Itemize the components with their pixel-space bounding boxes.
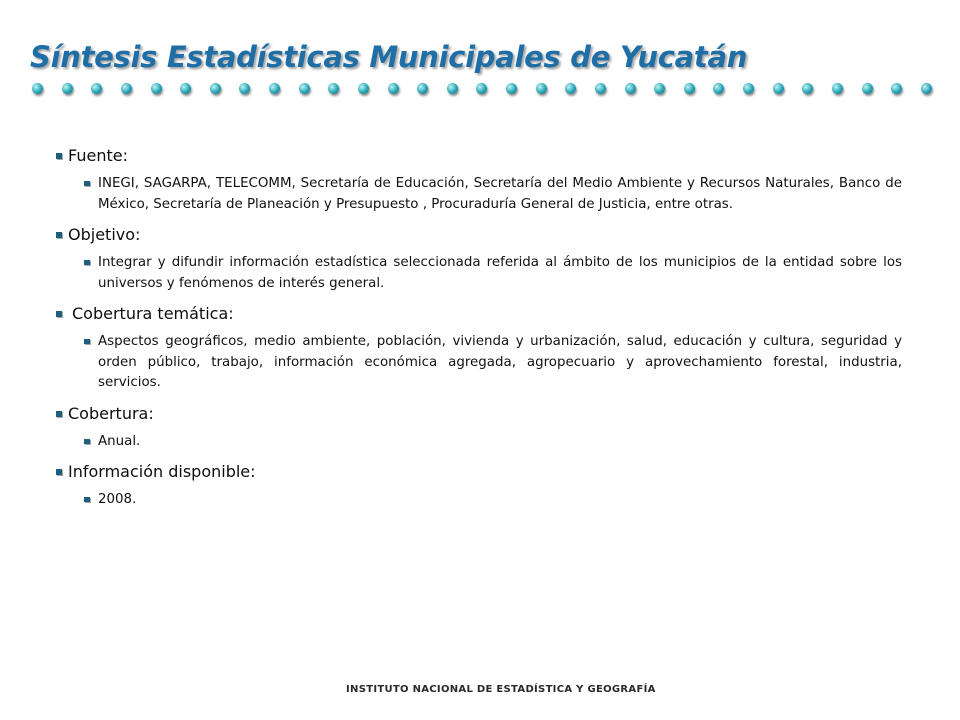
square-bullet-icon	[56, 153, 62, 159]
section-label: Información disponible:	[68, 462, 256, 481]
decorative-dot-icon	[773, 83, 784, 94]
section-fuente	[56, 146, 902, 215]
decorative-dot-icon	[713, 83, 724, 94]
section-heading	[56, 462, 902, 482]
decorative-dot-icon	[832, 83, 843, 94]
decorative-dot-icon	[921, 83, 932, 94]
page-title: Síntesis Estadísticas Municipales de Yucatán	[30, 40, 748, 74]
decorative-dot-icon	[121, 83, 132, 94]
square-bullet-icon	[84, 260, 90, 265]
decorative-dot-icon	[32, 83, 43, 94]
decorative-dot-icon	[862, 83, 873, 94]
section-label: Objetivo:	[68, 225, 141, 244]
decorative-dot-row	[32, 78, 932, 98]
decorative-dot-icon	[151, 83, 162, 94]
section-informacion-disponible	[56, 462, 902, 511]
decorative-dot-icon	[180, 83, 191, 94]
section-detail	[56, 253, 902, 294]
decorative-dot-icon	[802, 83, 813, 94]
institution-footer: INSTITUTO NACIONAL DE ESTADÍSTICA Y GEOGRAFÍA	[346, 684, 656, 695]
decorative-dot-icon	[476, 83, 487, 94]
section-detail-text: Aspectos geográficos, medio ambiente, población, vivienda y urbanización, salud, educación y cultura, seguridad y orden público, trabajo, información económica agregada, agropecuario y aprovechamiento forestal, industria, servicios.	[98, 334, 902, 390]
decorative-dot-icon	[358, 83, 369, 94]
decorative-dot-icon	[595, 83, 606, 94]
section-heading	[56, 225, 902, 245]
decorative-dot-icon	[91, 83, 102, 94]
section-label: Cobertura:	[68, 403, 154, 423]
content-list	[56, 146, 902, 521]
decorative-dot-icon	[684, 83, 695, 94]
square-bullet-icon	[84, 339, 90, 344]
square-bullet-icon	[84, 181, 90, 186]
section-detail	[56, 332, 902, 394]
square-bullet-icon	[84, 439, 90, 444]
section-detail-text: INEGI, SAGARPA, TELECOMM, Secretaría de Educación, Secretaría del Medio Ambiente y Recursos Naturales, Banco de México, Secretaría de Planeación y Presupuesto , Procuraduría General de Justicia, entre otras.	[98, 176, 902, 212]
decorative-dot-icon	[743, 83, 754, 94]
section-heading	[56, 304, 902, 324]
section-heading	[56, 146, 902, 166]
decorative-dot-icon	[328, 83, 339, 94]
square-bullet-icon	[56, 411, 62, 417]
section-detail-text: Anual.	[98, 433, 141, 449]
decorative-dot-icon	[388, 83, 399, 94]
decorative-dot-icon	[299, 83, 310, 94]
section-detail-text: Integrar y difundir información estadística seleccionada referida al ámbito de los municipios de la entidad sobre los universos y fenómenos de interés general.	[98, 255, 902, 291]
square-bullet-icon	[56, 469, 62, 475]
decorative-dot-icon	[239, 83, 250, 94]
decorative-dot-icon	[210, 83, 221, 94]
section-detail	[56, 432, 902, 453]
section-cobertura-tematica	[56, 304, 902, 394]
section-heading	[56, 404, 902, 424]
decorative-dot-icon	[506, 83, 517, 94]
section-detail	[56, 490, 902, 511]
decorative-dot-icon	[536, 83, 547, 94]
decorative-dot-icon	[269, 83, 280, 94]
section-cobertura	[56, 404, 902, 453]
section-label: Cobertura temática:	[72, 304, 234, 323]
square-bullet-icon	[84, 497, 90, 502]
decorative-dot-icon	[62, 83, 73, 94]
section-objetivo	[56, 225, 902, 294]
square-bullet-icon	[56, 232, 62, 238]
decorative-dot-icon	[891, 83, 902, 94]
section-detail	[56, 174, 902, 215]
section-label: Fuente:	[68, 146, 128, 165]
decorative-dot-icon	[447, 83, 458, 94]
decorative-dot-icon	[654, 83, 665, 94]
decorative-dot-icon	[417, 83, 428, 94]
decorative-dot-icon	[625, 83, 636, 94]
section-detail-text: 2008.	[98, 492, 137, 507]
decorative-dot-icon	[565, 83, 576, 94]
square-bullet-icon	[56, 311, 62, 317]
